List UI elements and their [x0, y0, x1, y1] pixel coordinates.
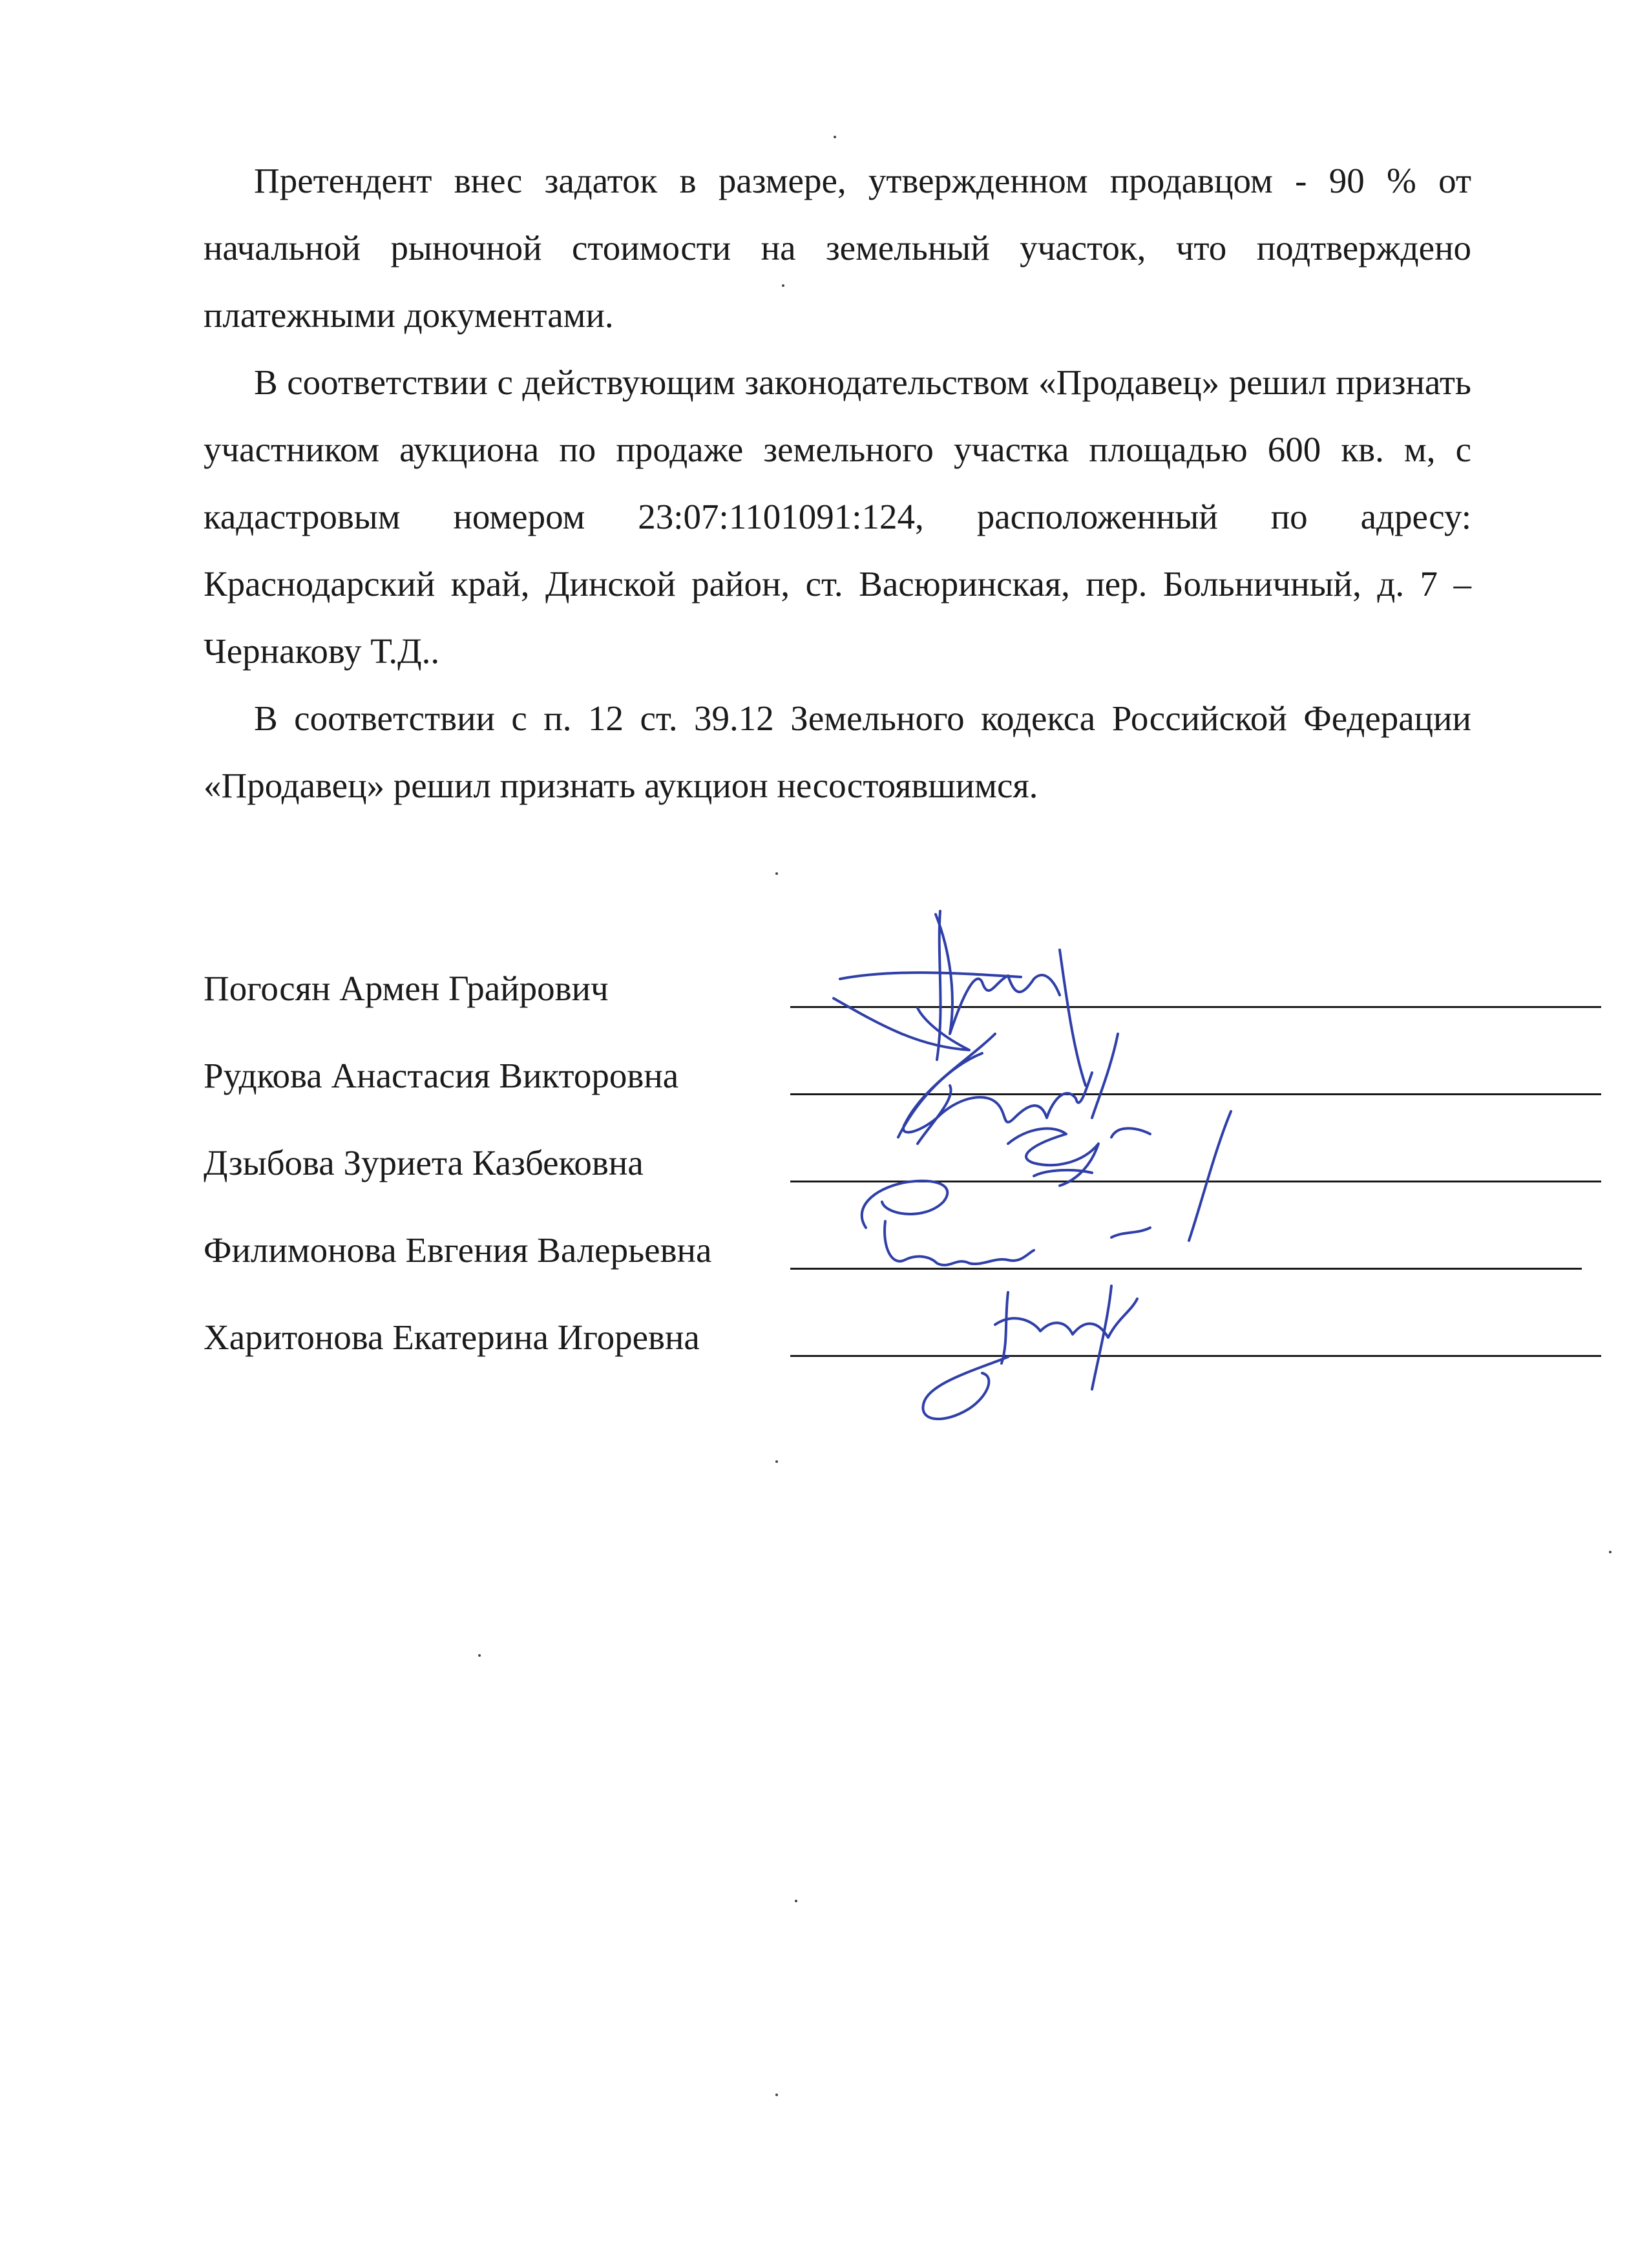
signer-row	[204, 1050, 1496, 1137]
signature-line	[790, 1093, 1601, 1095]
signer-name: Погосян Армен Грайрович	[204, 969, 609, 1008]
signature-line	[790, 1355, 1601, 1357]
signer-row	[204, 1224, 1496, 1312]
signer-row	[204, 963, 1496, 1050]
signer-name: Дзыбова Зуриета Казбековна	[204, 1143, 644, 1182]
paragraph-deposit: Претендент внес задаток в размере, утвержденном продавцом - 90 % от начальной рыночной стоимости на земельный участок, что подтверждено платежными документами.	[204, 161, 1471, 335]
signature-line	[790, 1006, 1601, 1008]
signature-line	[790, 1268, 1582, 1270]
signer-name: Рудкова Анастасия Викторовна	[204, 1056, 679, 1095]
signer-row	[204, 1312, 1496, 1399]
document-body	[204, 147, 1471, 819]
signature-block	[204, 963, 1496, 1399]
signer-name: Филимонова Евгения Валерьевна	[204, 1230, 712, 1270]
signer-row	[204, 1137, 1496, 1224]
signer-name: Харитонова Екатерина Игоревна	[204, 1318, 700, 1357]
paragraph-auction-failed: В соответствии с п. 12 ст. 39.12 Земельного кодекса Российской Федерации «Продавец» решил признать аукцион несостоявшимся.	[204, 698, 1471, 805]
signature-line	[790, 1181, 1601, 1182]
paragraph-participant: В соответствии с действующим законодательством «Продавец» решил признать участником аукциона по продаже земельного участка площадью 600 кв. м, с кадастровым номером 23:07:1101091:124, расположенный по адресу: Краснодарский край, Динской район, ст. Васюринская, пер. Больничный, д. 7 – Чернакову Т.Д..	[204, 362, 1471, 671]
